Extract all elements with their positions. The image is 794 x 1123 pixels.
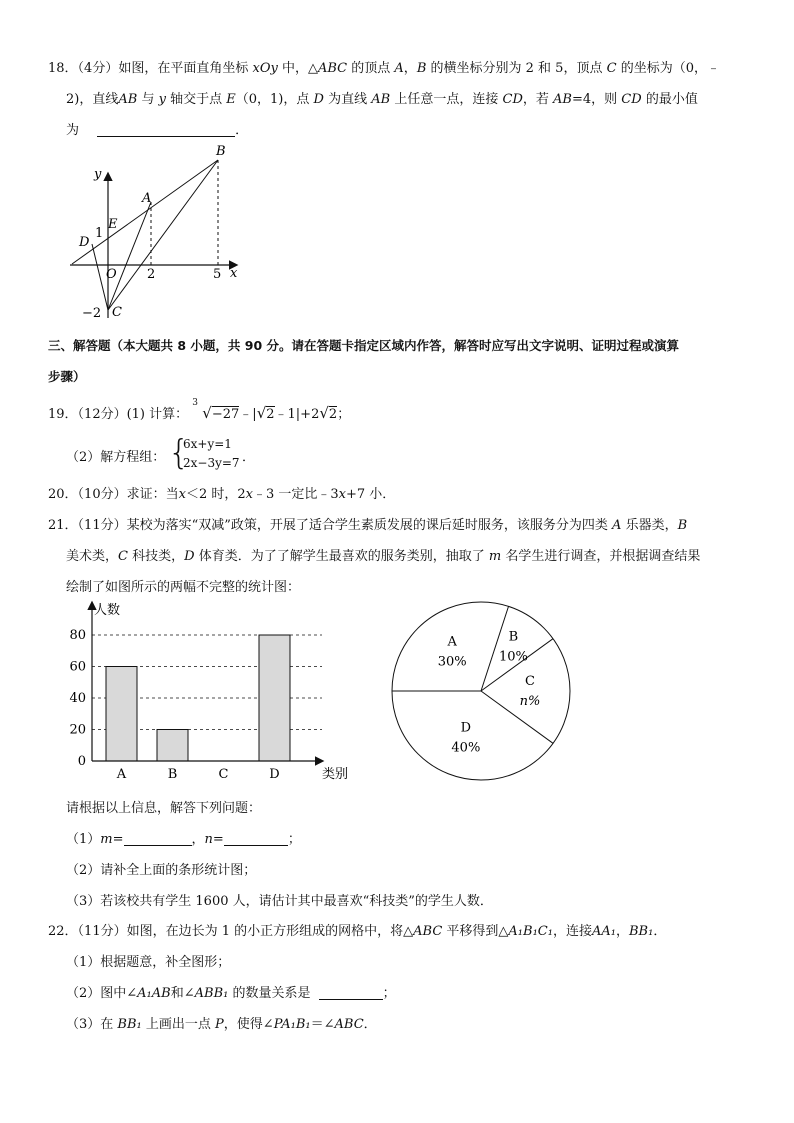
pie-label-D: D xyxy=(460,720,472,736)
section-3-title: 三、解答题（本大题共 8 小题，共 90 分。请在答题卡指定区域内作答，解答时应写出文字说明、证明过程或演算 xyxy=(48,338,680,353)
q22-q1: （1）根据题意，补全图形； xyxy=(66,955,231,970)
segment-cb xyxy=(108,160,218,310)
pie-value-B: 10% xyxy=(498,649,528,665)
equation-1: 6x+y=1 xyxy=(183,437,232,451)
pie-label-A: A xyxy=(447,634,457,650)
pie-label-B: B xyxy=(508,629,519,645)
bar-A xyxy=(106,667,137,762)
y-tick-0: 0 xyxy=(77,754,86,769)
q18-line-2: 2)，直线AB 与 y 轴交于点 E（0，1)，点 D 为直线 AB 上任意一点，连接 CD，若 AB=4，则 CD 的最小值 xyxy=(66,92,698,107)
q22-q3: （3）在 BB₁ 上画出一点 P，使得∠PA₁B₁＝∠ABC． xyxy=(66,1017,377,1032)
y-tick-20: 20 xyxy=(69,722,86,738)
label-b: B xyxy=(216,144,226,159)
q18-figure xyxy=(58,140,258,325)
label-a: A xyxy=(142,191,152,206)
y-tick-60: 60 xyxy=(69,659,86,675)
q22-line-1: 22．（11分）如图，在边长为 1 的小正方形组成的网格中，将△ABC 平移得到△A₁B₁C₁，连接AA₁，BB₁． xyxy=(48,924,667,939)
pie-value-A: 30% xyxy=(437,654,467,670)
bar-y-label: 人数 xyxy=(94,603,121,618)
n-answer-blank[interactable] xyxy=(224,831,288,846)
bar-chart xyxy=(60,598,360,788)
label-c: C xyxy=(112,305,122,320)
label-y: y xyxy=(94,167,102,182)
y-tick-80: 80 xyxy=(69,628,86,643)
q22-answer-blank[interactable] xyxy=(319,985,383,1000)
q18-line-1: 18．（4分）如图，在平面直角坐标 xOy 中，△ABC 的顶点 A，B 的横坐标分别为 2 和 5，顶点 C 的坐标为（0，﹣ xyxy=(48,61,720,76)
label-e: E xyxy=(108,217,118,232)
x-tick-D: D xyxy=(269,767,280,782)
bar-D xyxy=(259,635,290,761)
label-five: 5 xyxy=(213,267,222,282)
pie-value-C: n% xyxy=(519,694,541,709)
pie-label-C: C xyxy=(524,674,535,689)
label-two: 2 xyxy=(147,267,156,282)
label-d: D xyxy=(79,235,90,250)
x-tick-C: C xyxy=(218,767,229,782)
q18-line-3: 为 ． xyxy=(66,123,249,138)
cube-root-expr: 3 √−27 xyxy=(192,398,240,422)
x-tick-B: B xyxy=(167,767,178,782)
equation-brace: { xyxy=(168,433,190,473)
bar-x-label: 类别 xyxy=(322,767,349,782)
pie-chart xyxy=(390,600,580,790)
q21-line-2: 美术类，C 科技类，D 体育类．为了了解学生最喜欢的服务类别，抽取了 m 名学生进行调查，并根据调查结果 xyxy=(66,549,701,564)
label-minus-two: −2 xyxy=(82,306,102,321)
bar-B xyxy=(157,730,188,762)
q21-intro: 请根据以上信息，解答下列问题： xyxy=(66,801,262,816)
x-tick-A: A xyxy=(116,767,127,782)
q18-answer-blank[interactable] xyxy=(97,122,235,137)
y-tick-40: 40 xyxy=(69,691,86,706)
pie-value-D: 40% xyxy=(451,740,481,756)
q21-line-1: 21．（11分）某校为落实“双减”政策，开展了适合学生素质发展的课后延时服务，该服务分为四类 A 乐器类，B xyxy=(48,518,688,533)
label-o: O xyxy=(106,267,117,282)
q19-part-1: 19．（12分）(1) 计算： 3 √−27﹣|√2﹣1|+2√2； xyxy=(48,398,351,422)
q20-line: 20．（10分）求证：当x＜2 时，2x﹣3 一定比﹣3x+7 小． xyxy=(48,487,396,502)
q22-q2: （2）图中∠A₁AB和∠ABB₁ 的数量关系是 ； xyxy=(66,986,396,1001)
equation-2: 2x−3y=7 xyxy=(183,456,240,470)
q21-q1: （1）m= ，n= ； xyxy=(66,832,301,847)
label-x: x xyxy=(230,266,238,281)
q21-q3: （3）若该校共有学生 1600 人，请估计其中最喜欢“科技类”的学生人数． xyxy=(66,894,493,909)
q21-line-3: 绘制了如图所示的两幅不完整的统计图： xyxy=(66,580,301,595)
section-3-title-cont: 步骤） xyxy=(48,369,86,384)
m-answer-blank[interactable] xyxy=(124,831,192,846)
label-one: 1 xyxy=(95,226,104,241)
q21-q2: （2）请补全上面的条形统计图； xyxy=(66,863,257,878)
